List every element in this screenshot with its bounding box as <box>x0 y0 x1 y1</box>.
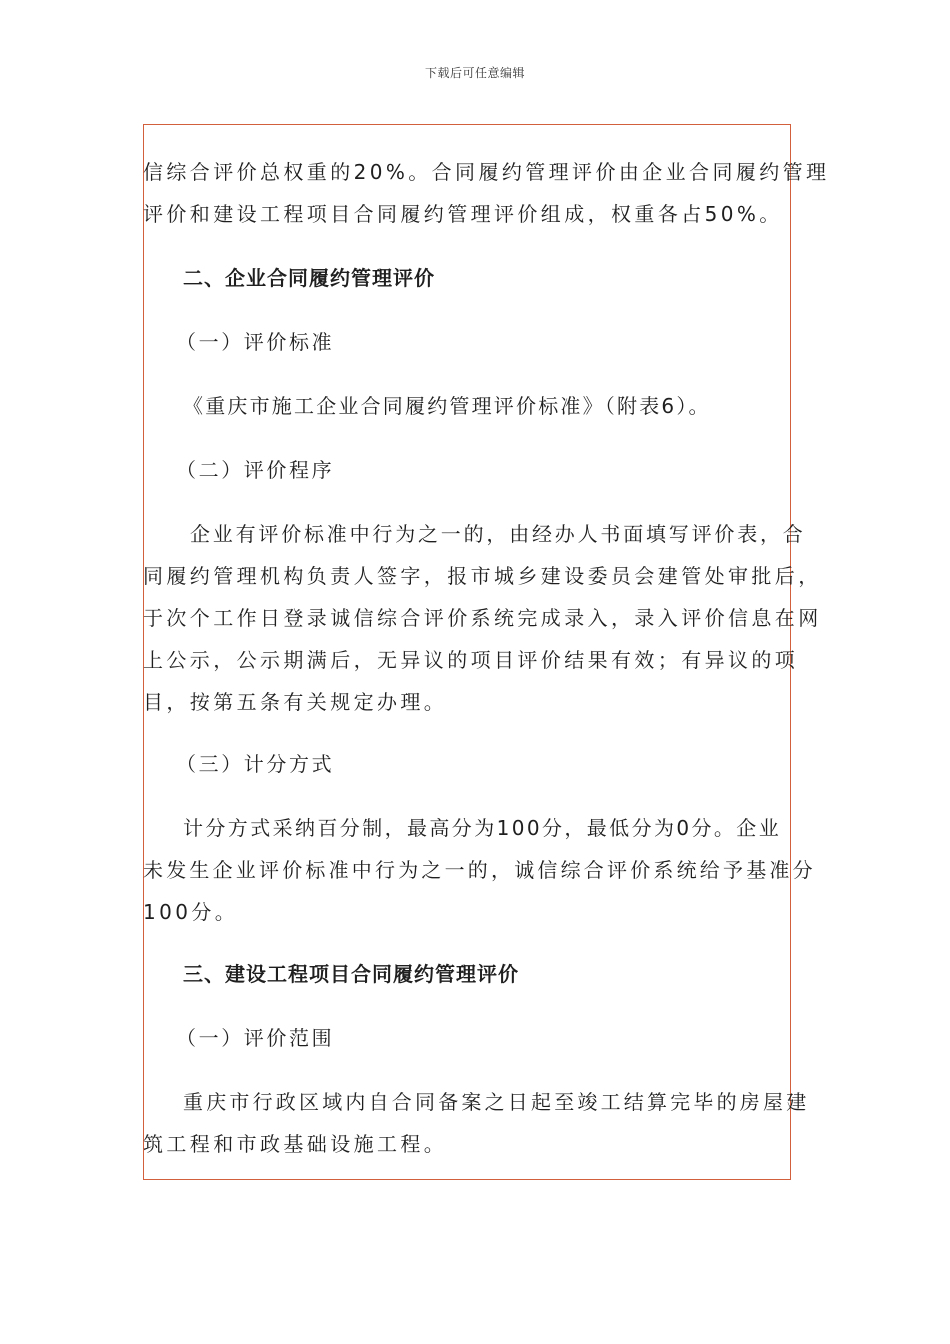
subheading-scoring-method: （三）计分方式 <box>176 752 335 776</box>
paragraph-line: 信综合评价总权重的20%。合同履约管理评价由企业合同履约管理 <box>143 160 830 184</box>
paragraph-line: 《重庆市施工企业合同履约管理评价标准》（附表6）。 <box>183 394 711 418</box>
subheading-evaluation-scope: （一）评价范围 <box>176 1026 335 1050</box>
paragraph-line: 100分。 <box>143 900 239 924</box>
paragraph-line: 重庆市行政区域内自合同备案之日起至竣工结算完毕的房屋建 <box>183 1090 810 1114</box>
paragraph-line: 目，按第五条有关规定办理。 <box>143 690 448 714</box>
paragraph-line: 计分方式采纳百分制，最高分为100分，最低分为0分。企业 <box>183 816 782 840</box>
paragraph-line: 筑工程和市政基础设施工程。 <box>143 1132 448 1156</box>
page-header: 下载后可任意编辑 <box>424 66 525 80</box>
paragraph-line: 评价和建设工程项目合同履约管理评价组成，权重各占50%。 <box>143 202 783 226</box>
paragraph-line: 未发生企业评价标准中行为之一的，诚信综合评价系统给予基准分 <box>143 858 816 882</box>
subheading-evaluation-standard: （一）评价标准 <box>176 330 335 354</box>
section-heading-2: 二、企业合同履约管理评价 <box>183 266 435 290</box>
paragraph-line: 于次个工作日登录诚信综合评价系统完成录入，录入评价信息在网 <box>143 606 822 630</box>
paragraph-line: 企业有评价标准中行为之一的，由经办人书面填写评价表，合 <box>190 522 806 546</box>
paragraph-line: 同履约管理机构负责人签字，报市城乡建设委员会建管处审批后， <box>143 564 822 588</box>
section-heading-3: 三、建设工程项目合同履约管理评价 <box>183 962 519 986</box>
subheading-evaluation-procedure: （二）评价程序 <box>176 458 335 482</box>
paragraph-line: 上公示，公示期满后，无异议的项目评价结果有效；有异议的项 <box>143 648 799 672</box>
